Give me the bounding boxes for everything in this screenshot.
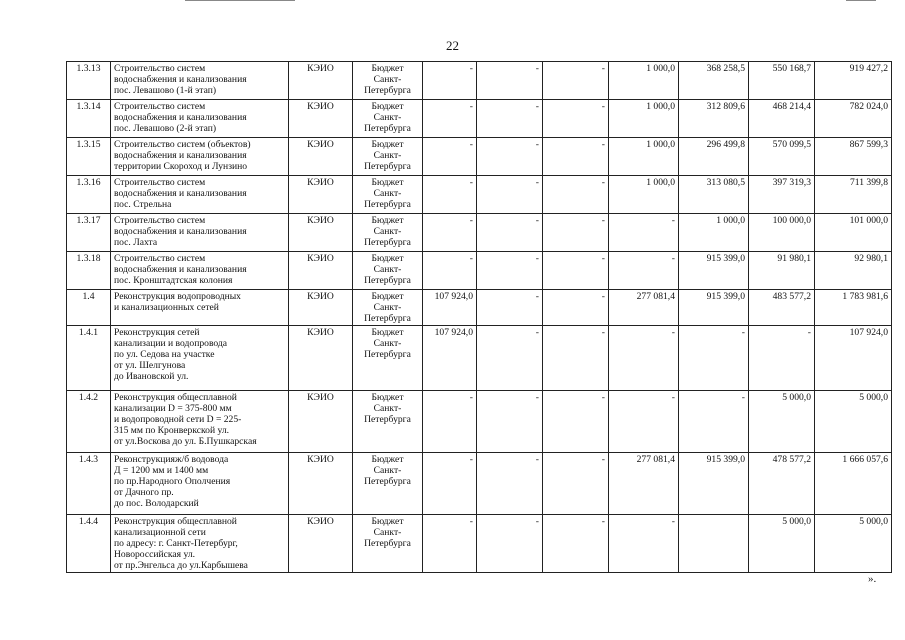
amount-value: - — [543, 391, 609, 453]
amount-value: 107 924,0 — [423, 290, 477, 326]
amount-value: - — [543, 138, 609, 176]
top-scan-line-left — [185, 0, 295, 1]
funding-source-line: Петербурга — [364, 199, 411, 210]
funding-source — [353, 138, 423, 176]
executor: КЭИО — [289, 138, 353, 176]
amount-value: - — [543, 252, 609, 290]
funding-source-line: Петербурга — [364, 414, 411, 425]
funding-source-line: Петербурга — [364, 349, 411, 360]
item-name-line: по пр.Народного Ополчения — [114, 476, 231, 487]
amount-value: 296 499,8 — [679, 138, 749, 176]
funding-source-line: Бюджет — [371, 215, 404, 226]
funding-source-line: Бюджет — [371, 291, 404, 302]
item-name-line: пос. Стрельна — [114, 199, 172, 210]
funding-source — [353, 214, 423, 252]
item-name-line: водоснабжения и канализования — [114, 188, 247, 199]
table-row — [67, 214, 892, 252]
funding-source-line: Бюджет — [371, 516, 404, 527]
table-row — [67, 62, 892, 100]
item-name — [111, 290, 289, 326]
total-value: 92 980,1 — [815, 252, 892, 290]
amount-value: 91 980,1 — [749, 252, 815, 290]
amount-value: 312 809,6 — [679, 100, 749, 138]
amount-value: - — [543, 453, 609, 515]
funding-source-line: Санкт- — [373, 264, 402, 275]
amount-value: 915 399,0 — [679, 290, 749, 326]
item-name-line: Реконструкция сетей — [114, 327, 200, 338]
amount-value: - — [477, 138, 543, 176]
item-name-line: Строительство систем — [114, 101, 206, 112]
amount-value: - — [679, 326, 749, 391]
amount-value: 5 000,0 — [749, 515, 815, 573]
funding-source-line: Бюджет — [371, 392, 404, 403]
table-row — [67, 515, 892, 573]
amount-value: 277 081,4 — [609, 453, 679, 515]
amount-value: 5 000,0 — [749, 391, 815, 453]
program-table — [66, 61, 892, 573]
total-value: 782 024,0 — [815, 100, 892, 138]
funding-source-line: Санкт- — [373, 226, 402, 237]
table-row — [67, 290, 892, 326]
amount-value: 468 214,4 — [749, 100, 815, 138]
funding-source-line: Бюджет — [371, 177, 404, 188]
amount-value: 550 168,7 — [749, 62, 815, 100]
funding-source-line: Санкт- — [373, 338, 402, 349]
funding-source-line: Петербурга — [364, 538, 411, 549]
amount-value: 397 319,3 — [749, 176, 815, 214]
item-name-line: Строительство систем — [114, 63, 206, 74]
item-name — [111, 453, 289, 515]
item-name-line: водоснабжения и канализования — [114, 150, 247, 161]
item-number: 1.4 — [67, 290, 111, 326]
amount-value: 915 399,0 — [679, 252, 749, 290]
amount-value: - — [423, 138, 477, 176]
item-name — [111, 326, 289, 391]
item-name-line: от пр.Энгельса до ул.Карбышева — [114, 560, 248, 571]
item-name-line: пос. Лахта — [114, 237, 158, 248]
funding-source-line: Санкт- — [373, 150, 402, 161]
item-name-line: пос. Кронштадтская колония — [114, 275, 233, 286]
item-name-line: Новороссийская ул. — [114, 549, 196, 560]
total-value: 867 599,3 — [815, 138, 892, 176]
item-name — [111, 100, 289, 138]
total-value: 107 924,0 — [815, 326, 892, 391]
funding-source-line: Бюджет — [371, 101, 404, 112]
total-value: 919 427,2 — [815, 62, 892, 100]
amount-value: - — [477, 100, 543, 138]
item-name-line: от ул.Воскова до ул. Б.Пушкарская — [114, 436, 257, 447]
table-row — [67, 252, 892, 290]
amount-value: - — [423, 515, 477, 573]
amount-value: - — [749, 326, 815, 391]
item-name — [111, 515, 289, 573]
item-name-line: канализации и водопровода — [114, 338, 228, 349]
item-number: 1.3.18 — [67, 252, 111, 290]
funding-source — [353, 290, 423, 326]
amount-value: - — [543, 290, 609, 326]
item-name-line: водоснабжения и канализования — [114, 74, 247, 85]
funding-source-line: Санкт- — [373, 112, 402, 123]
item-name-line: водоснабжения и канализования — [114, 112, 247, 123]
funding-source-line: Бюджет — [371, 454, 404, 465]
amount-value: 107 924,0 — [423, 326, 477, 391]
amount-value: 915 399,0 — [679, 453, 749, 515]
item-name — [111, 214, 289, 252]
amount-value: 1 000,0 — [609, 176, 679, 214]
total-value: 1 783 981,6 — [815, 290, 892, 326]
item-name-line: водоснабжения и канализования — [114, 226, 247, 237]
amount-value: - — [477, 515, 543, 573]
item-name-line: Реконструкция общесплавной — [114, 516, 237, 527]
item-name-line: канализации D = 375-800 мм — [114, 403, 232, 414]
executor: КЭИО — [289, 515, 353, 573]
executor: КЭИО — [289, 391, 353, 453]
amount-value: 368 258,5 — [679, 62, 749, 100]
funding-source-line: Петербурга — [364, 275, 411, 286]
funding-source-line: Бюджет — [371, 63, 404, 74]
amount-value: - — [423, 214, 477, 252]
funding-source-line: Петербурга — [364, 123, 411, 134]
executor: КЭИО — [289, 100, 353, 138]
funding-source — [353, 100, 423, 138]
amount-value: 1 000,0 — [609, 138, 679, 176]
executor: КЭИО — [289, 453, 353, 515]
item-name-line: Реконструкция водопроводных — [114, 291, 241, 302]
amount-value: 1 000,0 — [679, 214, 749, 252]
item-name-line: канализационной сети — [114, 527, 206, 538]
funding-source — [353, 62, 423, 100]
item-name-line: пос. Левашово (2-й этап) — [114, 123, 217, 134]
item-name-line: пос. Левашово (1-й этап) — [114, 85, 217, 96]
amount-value: - — [477, 391, 543, 453]
item-name — [111, 62, 289, 100]
item-name-line: до Ивановской ул. — [114, 371, 189, 382]
end-mark: ». — [868, 573, 877, 585]
amount-value: - — [543, 515, 609, 573]
item-name — [111, 391, 289, 453]
funding-source-line: Петербурга — [364, 237, 411, 248]
item-number: 1.4.4 — [67, 515, 111, 573]
funding-source-line: Санкт- — [373, 465, 402, 476]
funding-source — [353, 391, 423, 453]
funding-source-line: Санкт- — [373, 302, 402, 313]
item-number: 1.3.13 — [67, 62, 111, 100]
total-value: 1 666 057,6 — [815, 453, 892, 515]
total-value: 101 000,0 — [815, 214, 892, 252]
item-name-line: по ул. Седова на участке — [114, 349, 215, 360]
item-name-line: Строительство систем — [114, 215, 206, 226]
funding-source-line: Бюджет — [371, 139, 404, 150]
page-number: 22 — [446, 38, 459, 53]
amount-value: - — [543, 214, 609, 252]
item-name-line: 315 мм по Кронверкской ул. — [114, 425, 230, 436]
funding-source-line: Бюджет — [371, 253, 404, 264]
item-name-line: до пос. Володарский — [114, 498, 199, 509]
amount-value: - — [477, 62, 543, 100]
amount-value: 313 080,5 — [679, 176, 749, 214]
total-value: 711 399,8 — [815, 176, 892, 214]
amount-value: 483 577,2 — [749, 290, 815, 326]
item-number: 1.4.3 — [67, 453, 111, 515]
table-row — [67, 453, 892, 515]
amount-value: - — [543, 62, 609, 100]
amount-value: - — [423, 100, 477, 138]
item-name-line: от Дачного пр. — [114, 487, 174, 498]
item-name-line: водоснабжения и канализования — [114, 264, 247, 275]
funding-source — [353, 515, 423, 573]
item-name-line: Реконструкцияж/б водовода — [114, 454, 229, 465]
amount-value: - — [423, 62, 477, 100]
item-number: 1.3.16 — [67, 176, 111, 214]
funding-source-line: Санкт- — [373, 403, 402, 414]
top-scan-line-right — [846, 0, 876, 1]
amount-value: 570 099,5 — [749, 138, 815, 176]
table-row — [67, 138, 892, 176]
amount-value: 100 000,0 — [749, 214, 815, 252]
item-name-line: Д = 1200 мм и 1400 мм — [114, 465, 209, 476]
amount-value — [679, 515, 749, 573]
executor: КЭИО — [289, 290, 353, 326]
amount-value: - — [609, 391, 679, 453]
amount-value: - — [609, 326, 679, 391]
amount-value: - — [423, 176, 477, 214]
executor: КЭИО — [289, 252, 353, 290]
funding-source-line: Санкт- — [373, 527, 402, 538]
amount-value: - — [543, 326, 609, 391]
amount-value: 478 577,2 — [749, 453, 815, 515]
amount-value: - — [477, 214, 543, 252]
amount-value: 1 000,0 — [609, 62, 679, 100]
funding-source-line: Петербурга — [364, 476, 411, 487]
amount-value: - — [477, 290, 543, 326]
funding-source-line: Бюджет — [371, 327, 404, 338]
item-number: 1.3.15 — [67, 138, 111, 176]
amount-value: - — [423, 391, 477, 453]
amount-value: - — [609, 515, 679, 573]
amount-value: - — [477, 176, 543, 214]
item-name-line: Строительство систем (объектов) — [114, 139, 251, 150]
amount-value: 1 000,0 — [609, 100, 679, 138]
amount-value: - — [609, 214, 679, 252]
table-row — [67, 176, 892, 214]
amount-value: - — [609, 252, 679, 290]
funding-source-line: Петербурга — [364, 161, 411, 172]
amount-value: - — [679, 391, 749, 453]
funding-source — [353, 326, 423, 391]
amount-value: - — [543, 176, 609, 214]
amount-value: - — [543, 100, 609, 138]
item-name-line: Строительство систем — [114, 177, 206, 188]
amount-value: - — [477, 453, 543, 515]
funding-source-line: Петербурга — [364, 313, 411, 324]
item-name-line: Реконструкция общесплавной — [114, 392, 237, 403]
executor: КЭИО — [289, 62, 353, 100]
funding-source — [353, 453, 423, 515]
funding-source — [353, 252, 423, 290]
item-name-line: и водопроводной сети D = 225- — [114, 414, 242, 425]
amount-value: - — [423, 252, 477, 290]
item-name-line: Строительство систем — [114, 253, 206, 264]
table-row — [67, 326, 892, 391]
executor: КЭИО — [289, 326, 353, 391]
item-name — [111, 252, 289, 290]
table-row — [67, 100, 892, 138]
item-name-line: от ул. Шелгунова — [114, 360, 186, 371]
funding-source-line: Санкт- — [373, 74, 402, 85]
item-number: 1.3.14 — [67, 100, 111, 138]
item-name-line: территории Скороход и Лунзино — [114, 161, 248, 172]
table-row — [67, 391, 892, 453]
item-number: 1.4.2 — [67, 391, 111, 453]
executor: КЭИО — [289, 176, 353, 214]
funding-source-line: Петербурга — [364, 85, 411, 96]
amount-value: - — [423, 453, 477, 515]
item-name — [111, 176, 289, 214]
funding-source-line: Санкт- — [373, 188, 402, 199]
item-name-line: и канализационных сетей — [114, 302, 219, 313]
funding-source — [353, 176, 423, 214]
item-number: 1.4.1 — [67, 326, 111, 391]
item-name-line: по адресу: г. Санкт-Петербург, — [114, 538, 238, 549]
total-value: 5 000,0 — [815, 391, 892, 453]
amount-value: 277 081,4 — [609, 290, 679, 326]
amount-value: - — [477, 326, 543, 391]
amount-value: - — [477, 252, 543, 290]
executor: КЭИО — [289, 214, 353, 252]
item-name — [111, 138, 289, 176]
item-number: 1.3.17 — [67, 214, 111, 252]
total-value: 5 000,0 — [815, 515, 892, 573]
